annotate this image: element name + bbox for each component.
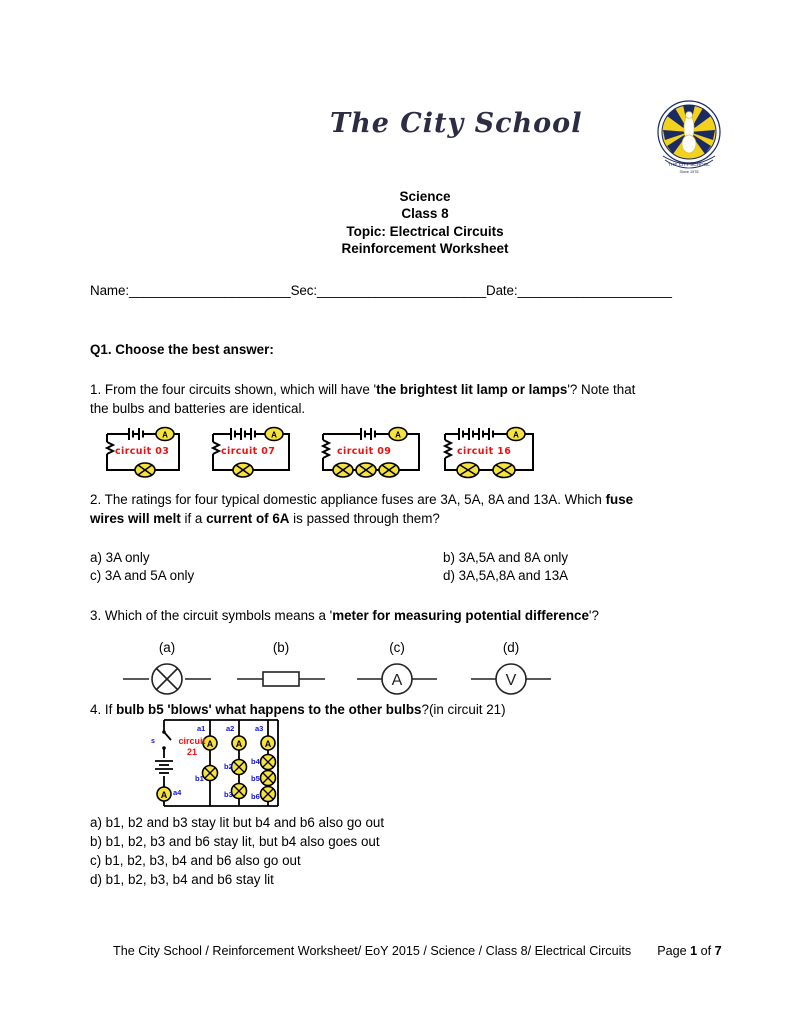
circuit-label-07: circuit 07 bbox=[221, 446, 276, 457]
title-line-class: Class 8 bbox=[401, 206, 449, 222]
svg-text:A: A bbox=[206, 739, 214, 749]
footer-page-total: 7 bbox=[714, 944, 722, 958]
q1-item1-line2: the bulbs and batteries are identical. bbox=[90, 400, 306, 416]
circuit-figure-09 bbox=[313, 424, 431, 485]
q3-symbol-choices bbox=[95, 640, 695, 695]
title-line-subject: Science bbox=[399, 189, 451, 204]
circuit21-bulb-b4-label: b4 bbox=[251, 757, 260, 766]
q1-item1-pre: 1. From the four circuits shown, which will have ' bbox=[90, 382, 377, 397]
q1-item1-text bbox=[90, 381, 705, 418]
circuit21-ammeter-a1-label: a1 bbox=[197, 724, 206, 733]
q1-circuit-figures bbox=[95, 424, 545, 484]
q2-option-d[interactable]: d) 3A,5A,8A and 13A bbox=[443, 568, 569, 583]
circuit21-bulb-b5-label: b5 bbox=[251, 774, 260, 783]
circuit-figure-16 bbox=[435, 424, 545, 485]
ammeter-glyph: A bbox=[162, 430, 168, 440]
footer-page-word: Page bbox=[657, 944, 691, 958]
q2-line2-emphasis2: current of 6A bbox=[206, 510, 290, 526]
voltmeter-glyph: V bbox=[505, 672, 517, 689]
ammeter-glyph: A bbox=[271, 430, 277, 440]
name-label: Name: bbox=[90, 283, 129, 298]
circuit21-bulb-b1-label: b1 bbox=[195, 774, 204, 783]
q2-line2-post: is passed through them? bbox=[289, 510, 440, 526]
circuit-figure-03 bbox=[97, 424, 185, 485]
circuit21-title-line2: 21 bbox=[186, 747, 197, 757]
circuit-label-16: circuit 16 bbox=[457, 446, 512, 457]
circuit-label-09: circuit 09 bbox=[337, 446, 392, 457]
footer-of-word: of bbox=[697, 944, 715, 958]
name-blank[interactable]: ______________________ bbox=[128, 283, 291, 298]
title-line-type: Reinforcement Worksheet bbox=[341, 241, 509, 257]
date-blank[interactable]: _____________________ bbox=[517, 283, 672, 298]
q3-line-pre: 3. Which of the circuit symbols means a ' bbox=[90, 608, 333, 623]
q3-symbol-ammeter[interactable] bbox=[345, 662, 449, 701]
q2-line1-emphasis: fuse bbox=[605, 492, 634, 507]
q3-caption-a: (a) bbox=[158, 640, 176, 655]
circuit21-ammeter-a2-label: a2 bbox=[226, 724, 235, 733]
svg-text:A: A bbox=[264, 739, 272, 749]
q2-line1-pre: 2. The ratings for four typical domestic appliance fuses are 3A, 5A, 8A and 13A. Which bbox=[90, 492, 606, 507]
q3-caption-d: (d) bbox=[502, 640, 520, 655]
q3-caption-c: (c) bbox=[389, 640, 405, 655]
q1-item1-post: '? Note that bbox=[567, 382, 636, 397]
q2-stem bbox=[90, 491, 705, 528]
sec-blank[interactable]: _______________________ bbox=[317, 283, 486, 298]
q3-symbol-lamp[interactable] bbox=[115, 662, 219, 701]
q4-option-a[interactable]: a) b1, b2 and b3 stay lit but b4 and b6 also go out bbox=[90, 815, 385, 830]
circuit21-title bbox=[174, 736, 210, 758]
page-footer bbox=[113, 944, 722, 958]
sec-label: Sec: bbox=[290, 283, 317, 298]
q4-option-b[interactable]: b) b1, b2, b3 and b6 stay lit, but b4 also goes out bbox=[90, 834, 380, 849]
crest-since-text: Since 1978 bbox=[679, 170, 699, 174]
q4-line-emphasis: bulb b5 'blows' what happens to the other bulbs bbox=[116, 702, 422, 717]
school-crest-logo bbox=[653, 98, 725, 176]
q3-line-emphasis: meter for measuring potential difference bbox=[332, 608, 589, 623]
circuit21-ammeter-a3-label: a3 bbox=[255, 724, 264, 733]
ammeter-glyph: A bbox=[391, 672, 403, 689]
ammeter-glyph: A bbox=[513, 430, 519, 440]
q2-option-c[interactable]: c) 3A and 5A only bbox=[90, 568, 195, 583]
circuit21-bulb-b2-label: b2 bbox=[224, 762, 233, 771]
q2-line2-emphasis1: wires will melt bbox=[90, 510, 181, 526]
q4-line-post: ?(in circuit 21) bbox=[421, 702, 506, 717]
q2-line2-mid: if a bbox=[180, 510, 207, 526]
q2-option-a[interactable]: a) 3A only bbox=[90, 550, 150, 565]
q3-symbol-voltmeter[interactable] bbox=[459, 662, 563, 701]
date-label: Date: bbox=[486, 283, 518, 298]
title-line-topic: Topic: Electrical Circuits bbox=[346, 223, 504, 239]
footer-page-number: 1 bbox=[690, 944, 698, 958]
circuit-figure-21 bbox=[150, 714, 290, 814]
q4-option-d[interactable]: d) b1, b2, b3, b4 and b6 stay lit bbox=[90, 872, 274, 887]
circuit21-switch-label: s bbox=[151, 738, 155, 745]
q3-stem bbox=[90, 607, 705, 626]
circuit21-bulb-b3-label: b3 bbox=[224, 790, 233, 799]
q4-line-pre: 4. If bbox=[90, 702, 117, 717]
ammeter-glyph: A bbox=[395, 430, 401, 440]
circuit21-title-line1: circuit bbox=[178, 736, 206, 746]
ammeter-glyph: A bbox=[160, 790, 168, 800]
circuit21-ammeter-a4-label: a4 bbox=[173, 788, 182, 797]
q1-item1-emphasis: the brightest lit lamp or lamps bbox=[376, 382, 568, 397]
q3-line-post: '? bbox=[588, 608, 599, 623]
q2-option-b[interactable]: b) 3A,5A and 8A only bbox=[443, 550, 569, 565]
svg-text:A: A bbox=[235, 739, 243, 749]
q3-caption-b: (b) bbox=[272, 640, 290, 655]
circuit-label-03: circuit 03 bbox=[115, 446, 170, 457]
q4-option-c[interactable]: c) b1, b2, b3, b4 and b6 also go out bbox=[90, 853, 301, 868]
q3-symbol-resistor[interactable] bbox=[229, 662, 333, 701]
school-wordmark: The City School bbox=[330, 108, 583, 139]
q1-heading: Q1. Choose the best answer: bbox=[90, 342, 274, 357]
circuit-figure-07 bbox=[203, 424, 295, 485]
worksheet-title-block bbox=[175, 188, 675, 258]
footer-path: The City School / Reinforcement Worksheet/ EoY 2015 / Science / Class 8/ Electrical Circuits bbox=[113, 944, 632, 958]
crest-motto-text: THE CITY SCHOOL bbox=[668, 162, 710, 167]
circuit21-bulb-b6-label: b6 bbox=[251, 792, 260, 801]
student-info-line bbox=[90, 283, 710, 298]
